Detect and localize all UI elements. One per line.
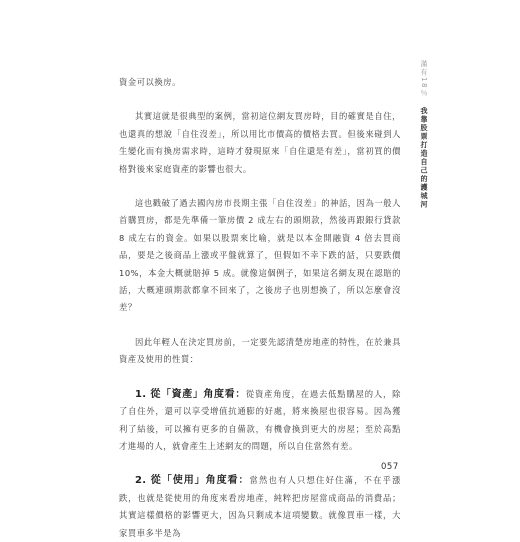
running-header-small: 滿有18％ — [420, 60, 428, 98]
body-text — [119, 74, 401, 542]
paragraph: 資金可以換房。 — [119, 77, 181, 87]
section-heading: 2. 從「使用」角度看： — [135, 475, 250, 487]
paragraph: 其實這就是很典型的案例，當初這位網友買房時，目的確實是自住，也還真的想說「自住沒差」，所以用比市價高的價格去買。但後來碰到人生變化而有換房需求時，這時才發現原來「自住還是有差」，當初買的價格對後來家庭資產的影響也很大。 — [119, 111, 401, 174]
paragraph-section-2 — [119, 472, 401, 542]
section-body: 當然也有人只想住好住滿，不在乎漲跌，也就是從使用的角度來看房地產，純粹把房屋當成商品的消費品；其實這樣價格的影響更大，因為只剩成本這項變數。就像買車一樣，大家買車多半是為 — [119, 475, 401, 538]
running-header-title: 我靠股票打造自己的護城河 — [420, 107, 428, 210]
paragraph: 因此年輕人在決定買房前，一定要先認清楚房地產的特性，在於兼具資產及使用的性質： — [119, 336, 401, 365]
running-header — [419, 60, 428, 209]
paragraph: 這也戳破了過去國內房市長期主張「自住沒差」的神話，因為一般人首購買房，都是先準備一筆房價 2 成左右的頭期款，然後再跟銀行貸款 8 成左右的資金。如果以股票來比喻，就是以本金開融資 4 倍去買商品，要是之後商品上漲或平盤就算了，但假如不幸下跌的話，只要跌價 10%，本金大概就賠掉 5 成。就像這個例子，如果這名網友現在認賠的話，大概連頭期款都拿不回來了，之後房子也別想換了，所以怎麼會沒差？ — [119, 198, 401, 313]
section-heading: 1. 從「資產」角度看： — [135, 388, 246, 400]
page-number: 057 — [381, 462, 399, 472]
section-body: 從資產角度，在過去低點購屋的人，除了自住外，還可以享受增值抗通膨的好處，將來換屋也很容易。因為獲利了結後，可以擁有更多的自備款，有機會換到更大的房屋；至於高點才進場的人，就會產生上述網友的問題，所以自住當然有差。 — [119, 388, 401, 451]
paragraph-section-1 — [119, 386, 401, 456]
